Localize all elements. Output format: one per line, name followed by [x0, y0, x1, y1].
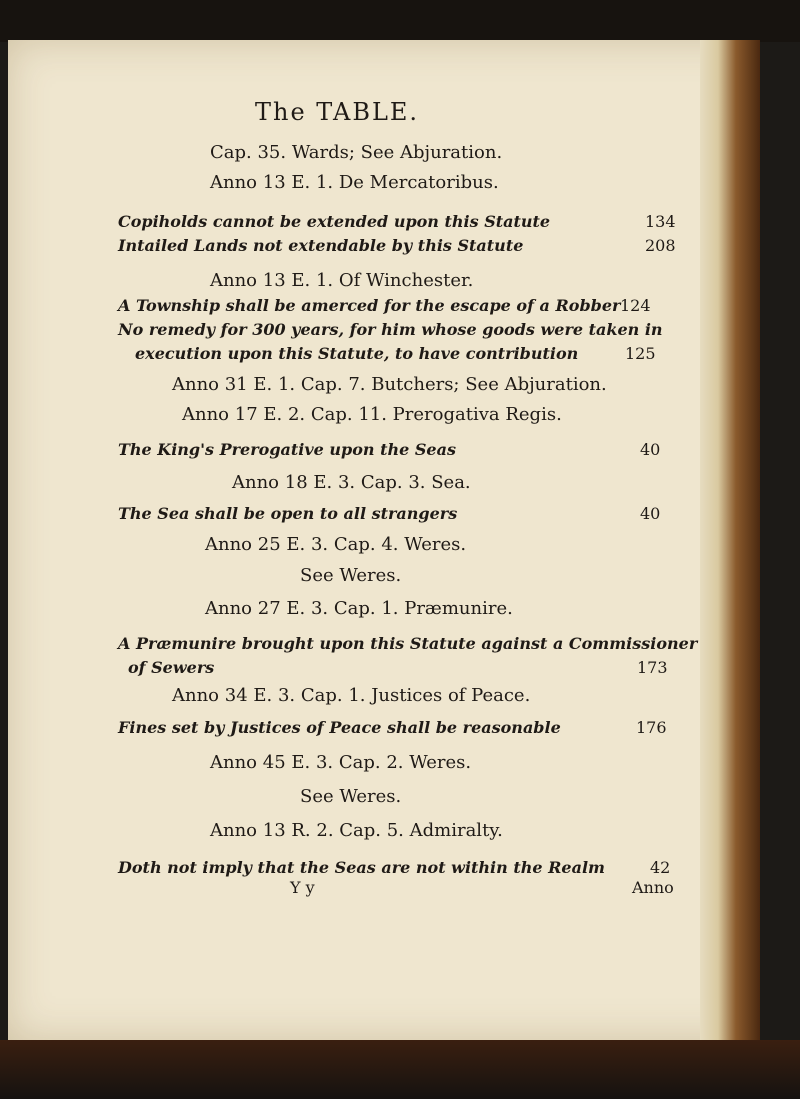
- section-heading: Anno 13 E. 1. Of Winchester.: [210, 270, 474, 291]
- page-title: The TABLE.: [255, 98, 420, 126]
- page-number: 40: [640, 440, 661, 459]
- section-heading: Anno 34 E. 3. Cap. 1. Justices of Peace.: [172, 685, 531, 706]
- index-entry: Doth not imply that the Seas are not within the Realm: [118, 858, 605, 877]
- signature-mark: Y y: [290, 878, 315, 897]
- section-heading: Anno 13 E. 1. De Mercatoribus.: [210, 172, 499, 193]
- index-entry: of Sewers: [128, 658, 215, 677]
- section-heading: Anno 31 E. 1. Cap. 7. Butchers; See Abjuration.: [172, 374, 607, 395]
- catchword: Anno: [632, 878, 674, 897]
- index-entry: The King's Prerogative upon the Seas: [118, 440, 456, 459]
- page-number: 125: [625, 344, 656, 363]
- page-number: 134: [645, 212, 676, 231]
- book-spine-edge: [700, 40, 760, 1050]
- index-entry: The Sea shall be open to all strangers: [118, 504, 458, 523]
- page-number: 208: [645, 236, 676, 255]
- index-entry: Copiholds cannot be extended upon this Statute: [118, 212, 551, 231]
- section-heading: Anno 17 E. 2. Cap. 11. Prerogativa Regis.: [182, 404, 562, 425]
- section-heading: Anno 27 E. 3. Cap. 1. Præmunire.: [205, 598, 513, 619]
- page-number: 124: [620, 296, 651, 315]
- index-entry: execution upon this Statute, to have contribution: [135, 344, 579, 363]
- index-entry: Fines set by Justices of Peace shall be reasonable: [118, 718, 561, 737]
- section-heading: See Weres.: [300, 786, 402, 807]
- page-number: 42: [650, 858, 671, 877]
- book-top-edge: [0, 0, 800, 42]
- index-entry: Intailed Lands not extendable by this Statute: [118, 236, 524, 255]
- section-heading: Anno 13 R. 2. Cap. 5. Admiralty.: [210, 820, 503, 841]
- section-heading: See Weres.: [300, 565, 402, 586]
- index-entry: A Præmunire brought upon this Statute against a Commissioner: [118, 634, 698, 653]
- book-bottom-edge: [0, 1040, 800, 1099]
- section-heading: Anno 45 E. 3. Cap. 2. Weres.: [210, 752, 472, 773]
- page-number: 173: [637, 658, 668, 677]
- section-heading: Anno 25 E. 3. Cap. 4. Weres.: [205, 534, 467, 555]
- index-entry: No remedy for 300 years, for him whose goods were taken in: [118, 320, 663, 339]
- page-number: 40: [640, 504, 661, 523]
- index-entry: A Township shall be amerced for the escape of a Robber: [118, 296, 621, 315]
- page-number: 176: [636, 718, 667, 737]
- section-heading: Anno 18 E. 3. Cap. 3. Sea.: [232, 472, 471, 493]
- section-heading: Cap. 35. Wards; See Abjuration.: [210, 142, 503, 163]
